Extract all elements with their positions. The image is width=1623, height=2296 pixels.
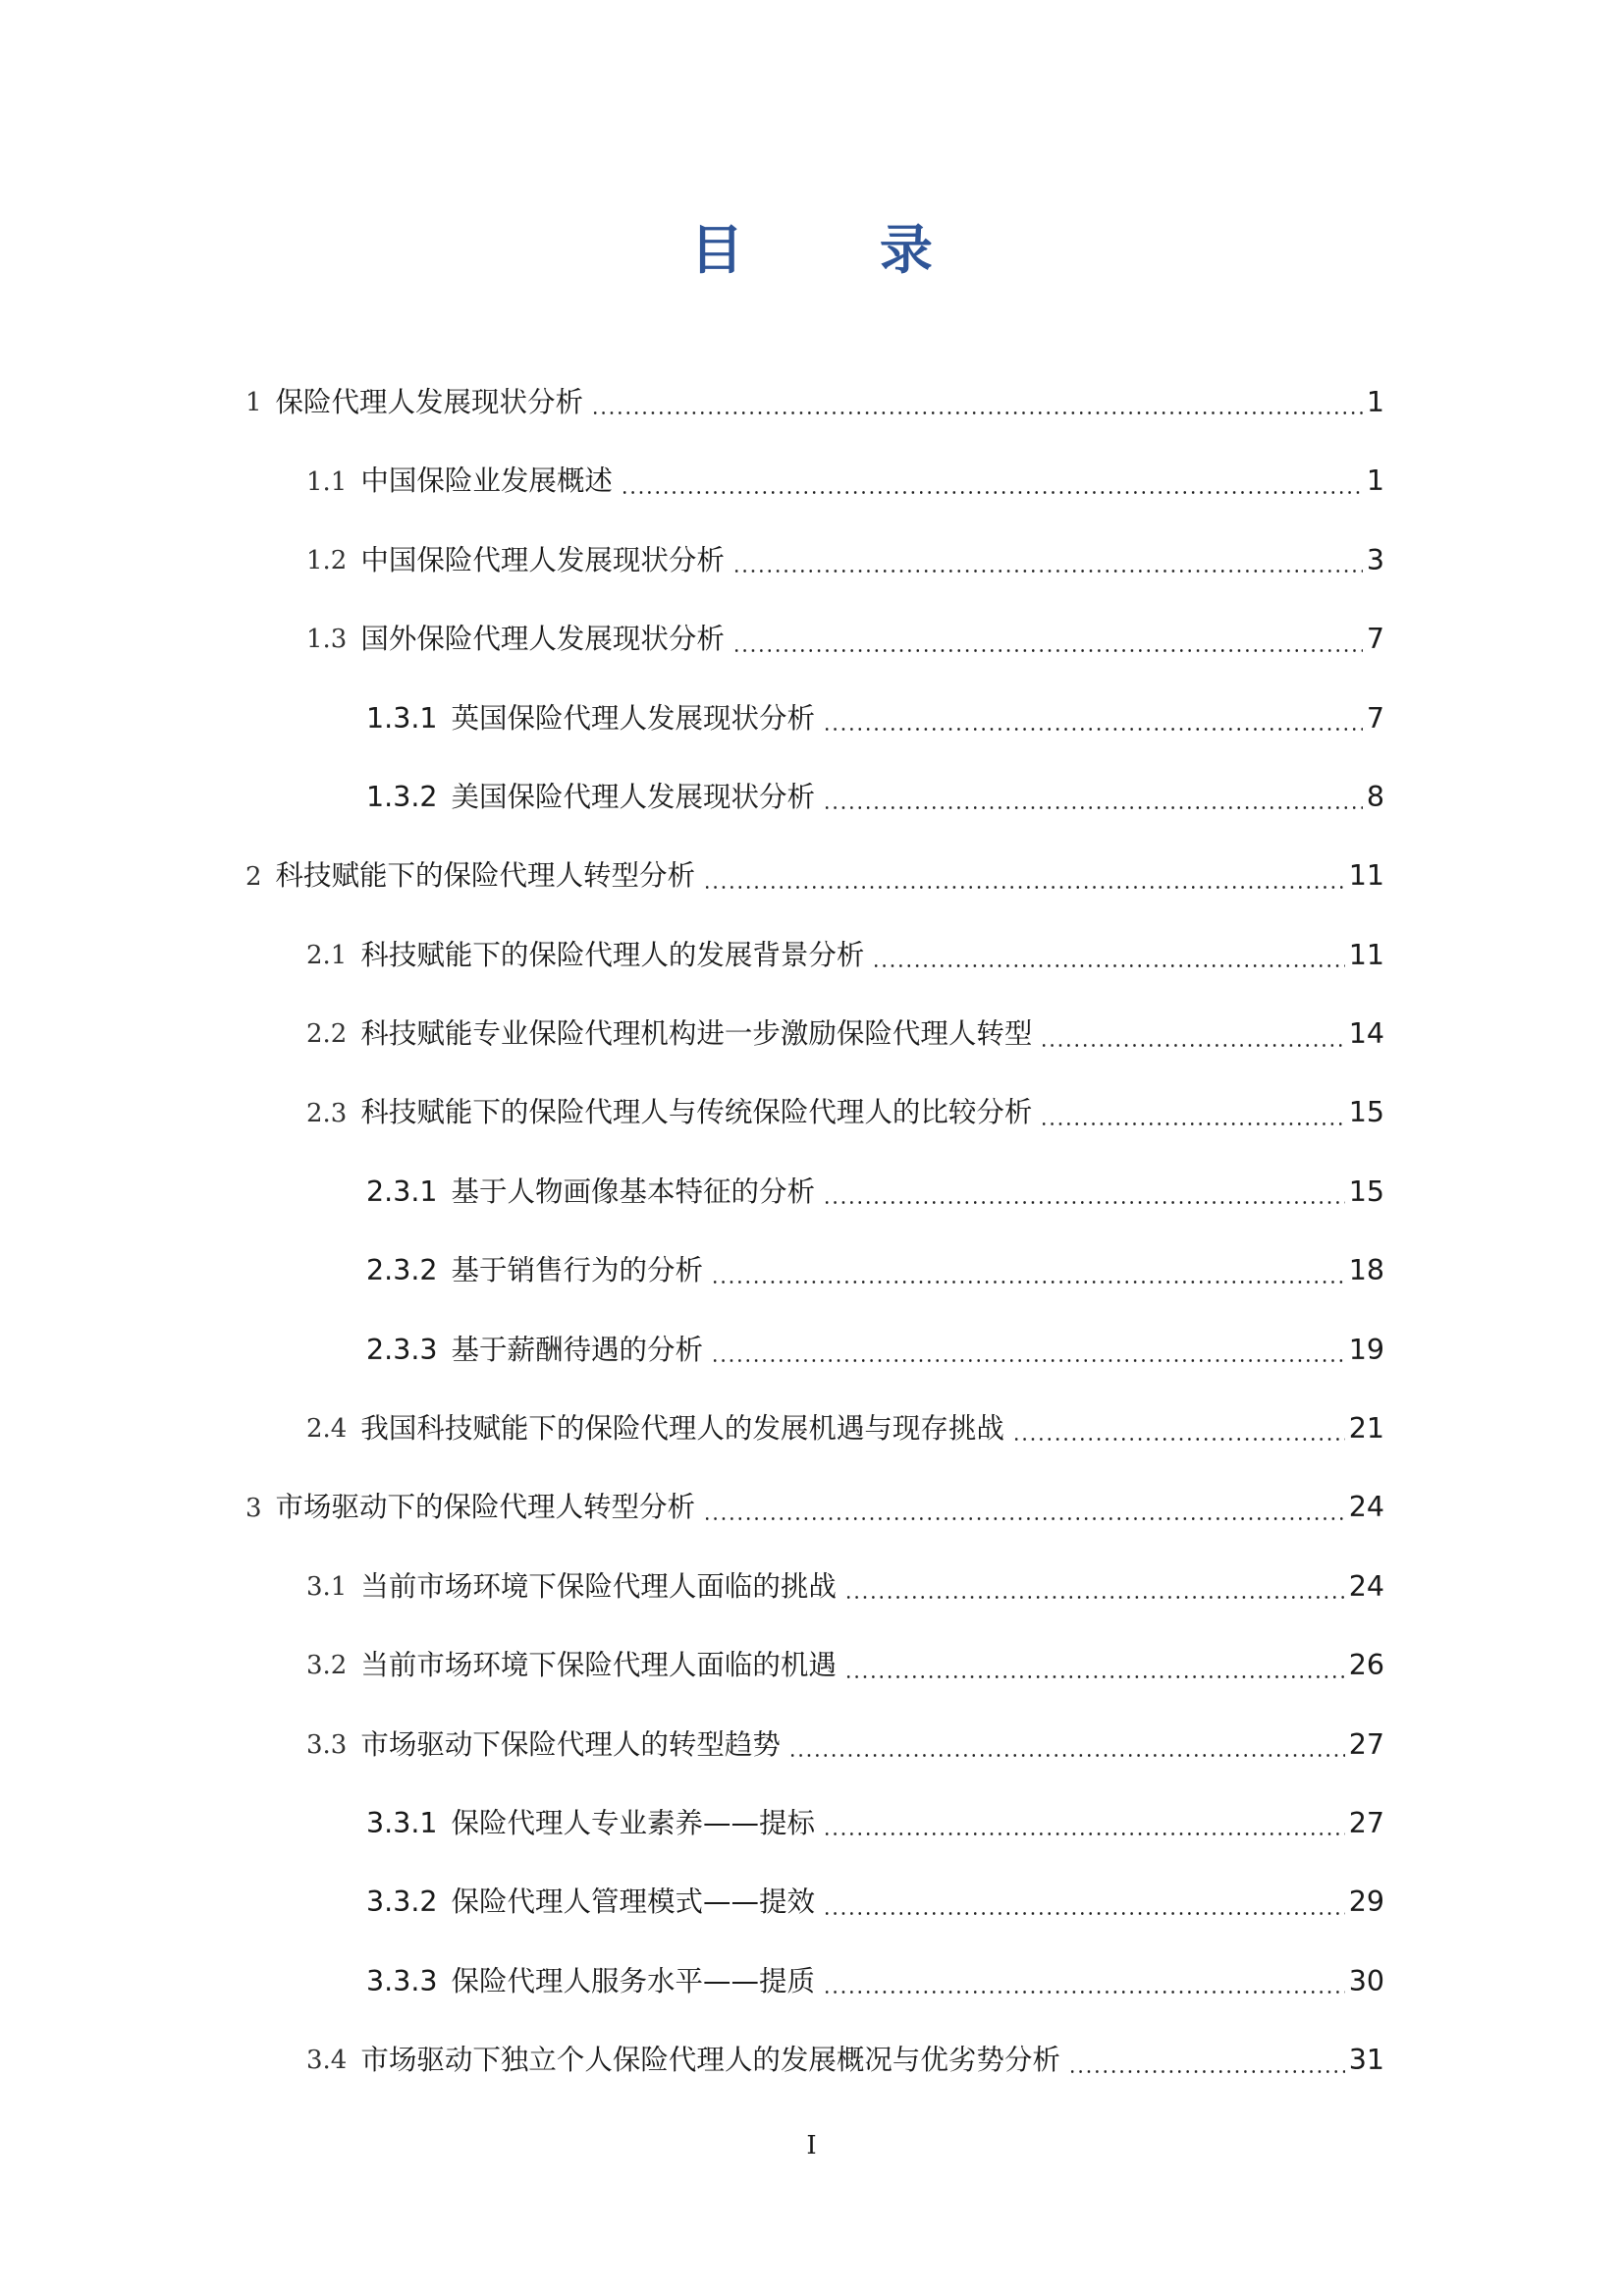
- toc-entry-number: 1: [245, 388, 262, 418]
- toc-entry-2-2[interactable]: [245, 995, 1384, 1073]
- toc-dot-leader: [823, 806, 1363, 809]
- toc-entry-title: 保险代理人发展现状分析: [275, 385, 584, 418]
- toc-entry-page: 15: [1348, 1096, 1384, 1129]
- toc-entry-number: 1.3.2: [366, 780, 438, 813]
- toc-entry-1[interactable]: [245, 363, 1384, 442]
- toc-entry-number: 2.3.3: [366, 1333, 438, 1366]
- toc-entry-2-3-1[interactable]: [245, 1153, 1384, 1231]
- toc-dot-leader: [823, 1201, 1345, 1204]
- page-number: I: [806, 2131, 817, 2160]
- toc-entry-number: 2: [245, 861, 262, 892]
- toc-entry-title: 国外保险代理人发展现状分析: [360, 623, 725, 656]
- toc-entry-page: 31: [1348, 2044, 1384, 2077]
- toc-dot-leader: [823, 1991, 1345, 1994]
- toc-entry-title: 中国保险业发展概述: [360, 465, 613, 498]
- toc-entry-page: 26: [1348, 1649, 1384, 1682]
- toc-entry-3-3-3[interactable]: [245, 1942, 1384, 2021]
- toc-entry-title: 保险代理人专业素养——提标: [451, 1806, 816, 1839]
- table-of-contents: [245, 363, 1384, 2101]
- toc-entry-title: 基于销售行为的分析: [451, 1254, 704, 1287]
- toc-entry-page: 1: [1366, 465, 1384, 498]
- toc-entry-page: 27: [1348, 1806, 1384, 1839]
- toc-dot-leader: [1012, 1438, 1345, 1441]
- toc-dot-leader: [823, 728, 1363, 731]
- toc-entry-number: 1.2: [306, 545, 348, 575]
- toc-entry-2-4[interactable]: [245, 1390, 1384, 1468]
- toc-entry-2-3[interactable]: [245, 1074, 1384, 1153]
- toc-entry-title: 科技赋能下的保险代理人与传统保险代理人的比较分析: [360, 1096, 1033, 1129]
- toc-dot-leader: [621, 491, 1363, 494]
- toc-entry-title: 市场驱动下独立个人保险代理人的发展概况与优劣势分析: [360, 2044, 1060, 2077]
- toc-entry-page: 24: [1348, 1491, 1384, 1524]
- toc-entry-number: 3.1: [306, 1572, 348, 1603]
- toc-entry-page: 7: [1366, 701, 1384, 735]
- toc-entry-title: 英国保险代理人发展现状分析: [451, 701, 816, 735]
- toc-entry-title: 科技赋能下的保险代理人的发展背景分析: [360, 938, 865, 971]
- toc-entry-number: 3.4: [306, 2046, 348, 2076]
- toc-entry-title: 我国科技赋能下的保险代理人的发展机遇与现存挑战: [360, 1412, 1004, 1446]
- toc-dot-leader: [732, 649, 1363, 652]
- toc-entry-title: 市场驱动下保险代理人的转型趋势: [360, 1727, 781, 1761]
- toc-entry-title: 科技赋能专业保险代理机构进一步激励保险代理人转型: [360, 1017, 1033, 1051]
- toc-entry-number: 2.3.2: [366, 1254, 438, 1287]
- toc-entry-3-2[interactable]: [245, 1626, 1384, 1705]
- toc-entry-title: 保险代理人管理模式——提效: [451, 1886, 816, 1919]
- toc-entry-number: 3.3.2: [366, 1886, 438, 1919]
- toc-entry-page: 3: [1366, 543, 1384, 576]
- toc-entry-title: 市场驱动下的保险代理人转型分析: [275, 1491, 696, 1524]
- toc-dot-leader: [823, 1912, 1345, 1915]
- toc-dot-leader: [1068, 2070, 1345, 2073]
- toc-entry-page: 7: [1366, 623, 1384, 656]
- toc-dot-leader: [844, 1596, 1345, 1599]
- toc-entry-number: 3: [245, 1493, 262, 1523]
- toc-entry-number: 3.2: [306, 1651, 348, 1681]
- toc-entry-1-1[interactable]: [245, 442, 1384, 520]
- toc-dot-leader: [823, 1832, 1345, 1835]
- toc-entry-2-3-2[interactable]: [245, 1231, 1384, 1310]
- toc-entry-1-2[interactable]: [245, 521, 1384, 600]
- toc-dot-leader: [844, 1675, 1345, 1678]
- toc-entry-2[interactable]: [245, 837, 1384, 915]
- toc-dot-leader: [1040, 1122, 1344, 1125]
- toc-entry-page: 24: [1348, 1569, 1384, 1603]
- toc-entry-page: 8: [1366, 780, 1384, 813]
- toc-entry-title: 当前市场环境下保险代理人面临的挑战: [360, 1569, 837, 1603]
- toc-entry-page: 19: [1348, 1333, 1384, 1366]
- toc-entry-page: 1: [1366, 385, 1384, 418]
- toc-entry-3-4[interactable]: [245, 2021, 1384, 2100]
- toc-dot-leader: [732, 570, 1363, 573]
- toc-dot-leader: [591, 411, 1363, 414]
- toc-entry-1-3[interactable]: [245, 600, 1384, 679]
- toc-entry-3-1[interactable]: [245, 1548, 1384, 1626]
- toc-dot-leader: [872, 964, 1344, 967]
- toc-entry-title: 基于薪酬待遇的分析: [451, 1333, 704, 1366]
- toc-entry-number: 1.3: [306, 625, 348, 655]
- toc-entry-page: 21: [1348, 1412, 1384, 1446]
- toc-entry-3[interactable]: [245, 1468, 1384, 1547]
- toc-entry-1-3-2[interactable]: [245, 758, 1384, 837]
- toc-dot-leader: [711, 1359, 1345, 1362]
- page-title: 目 录: [690, 219, 992, 281]
- toc-entry-number: 2.2: [306, 1019, 348, 1050]
- toc-entry-1-3-1[interactable]: [245, 680, 1384, 758]
- toc-entry-page: 30: [1348, 1964, 1384, 1997]
- toc-entry-number: 3.3.1: [366, 1806, 438, 1839]
- toc-entry-page: 18: [1348, 1254, 1384, 1287]
- toc-entry-3-3[interactable]: [245, 1706, 1384, 1784]
- toc-dot-leader: [788, 1754, 1345, 1757]
- toc-entry-title: 基于人物画像基本特征的分析: [451, 1175, 816, 1208]
- toc-entry-number: 3.3: [306, 1729, 348, 1760]
- toc-entry-title: 美国保险代理人发展现状分析: [451, 780, 816, 813]
- toc-entry-page: 14: [1348, 1017, 1384, 1051]
- toc-entry-2-1[interactable]: [245, 916, 1384, 995]
- toc-entry-3-3-2[interactable]: [245, 1863, 1384, 1941]
- toc-entry-number: 2.3: [306, 1098, 348, 1128]
- toc-dot-leader: [711, 1281, 1345, 1284]
- toc-entry-page: 15: [1348, 1175, 1384, 1208]
- toc-entry-title: 科技赋能下的保险代理人转型分析: [275, 859, 696, 893]
- toc-entry-number: 1.3.1: [366, 701, 438, 735]
- toc-entry-number: 1.1: [306, 466, 348, 497]
- toc-entry-page: 29: [1348, 1886, 1384, 1919]
- toc-entry-number: 2.1: [306, 940, 348, 970]
- toc-entry-title: 中国保险代理人发展现状分析: [360, 543, 725, 576]
- toc-entry-number: 2.4: [306, 1414, 348, 1445]
- toc-dot-leader: [703, 886, 1345, 889]
- toc-entry-number: 2.3.1: [366, 1175, 438, 1208]
- toc-entry-title: 当前市场环境下保险代理人面临的机遇: [360, 1649, 837, 1682]
- toc-entry-2-3-3[interactable]: [245, 1311, 1384, 1390]
- toc-entry-number: 3.3.3: [366, 1964, 438, 1997]
- toc-entry-title: 保险代理人服务水平——提质: [451, 1964, 816, 1997]
- toc-entry-3-3-1[interactable]: [245, 1784, 1384, 1863]
- toc-entry-page: 11: [1348, 859, 1384, 893]
- toc-entry-page: 11: [1348, 938, 1384, 971]
- toc-entry-page: 27: [1348, 1727, 1384, 1761]
- toc-dot-leader: [1040, 1044, 1344, 1047]
- toc-dot-leader: [703, 1517, 1345, 1520]
